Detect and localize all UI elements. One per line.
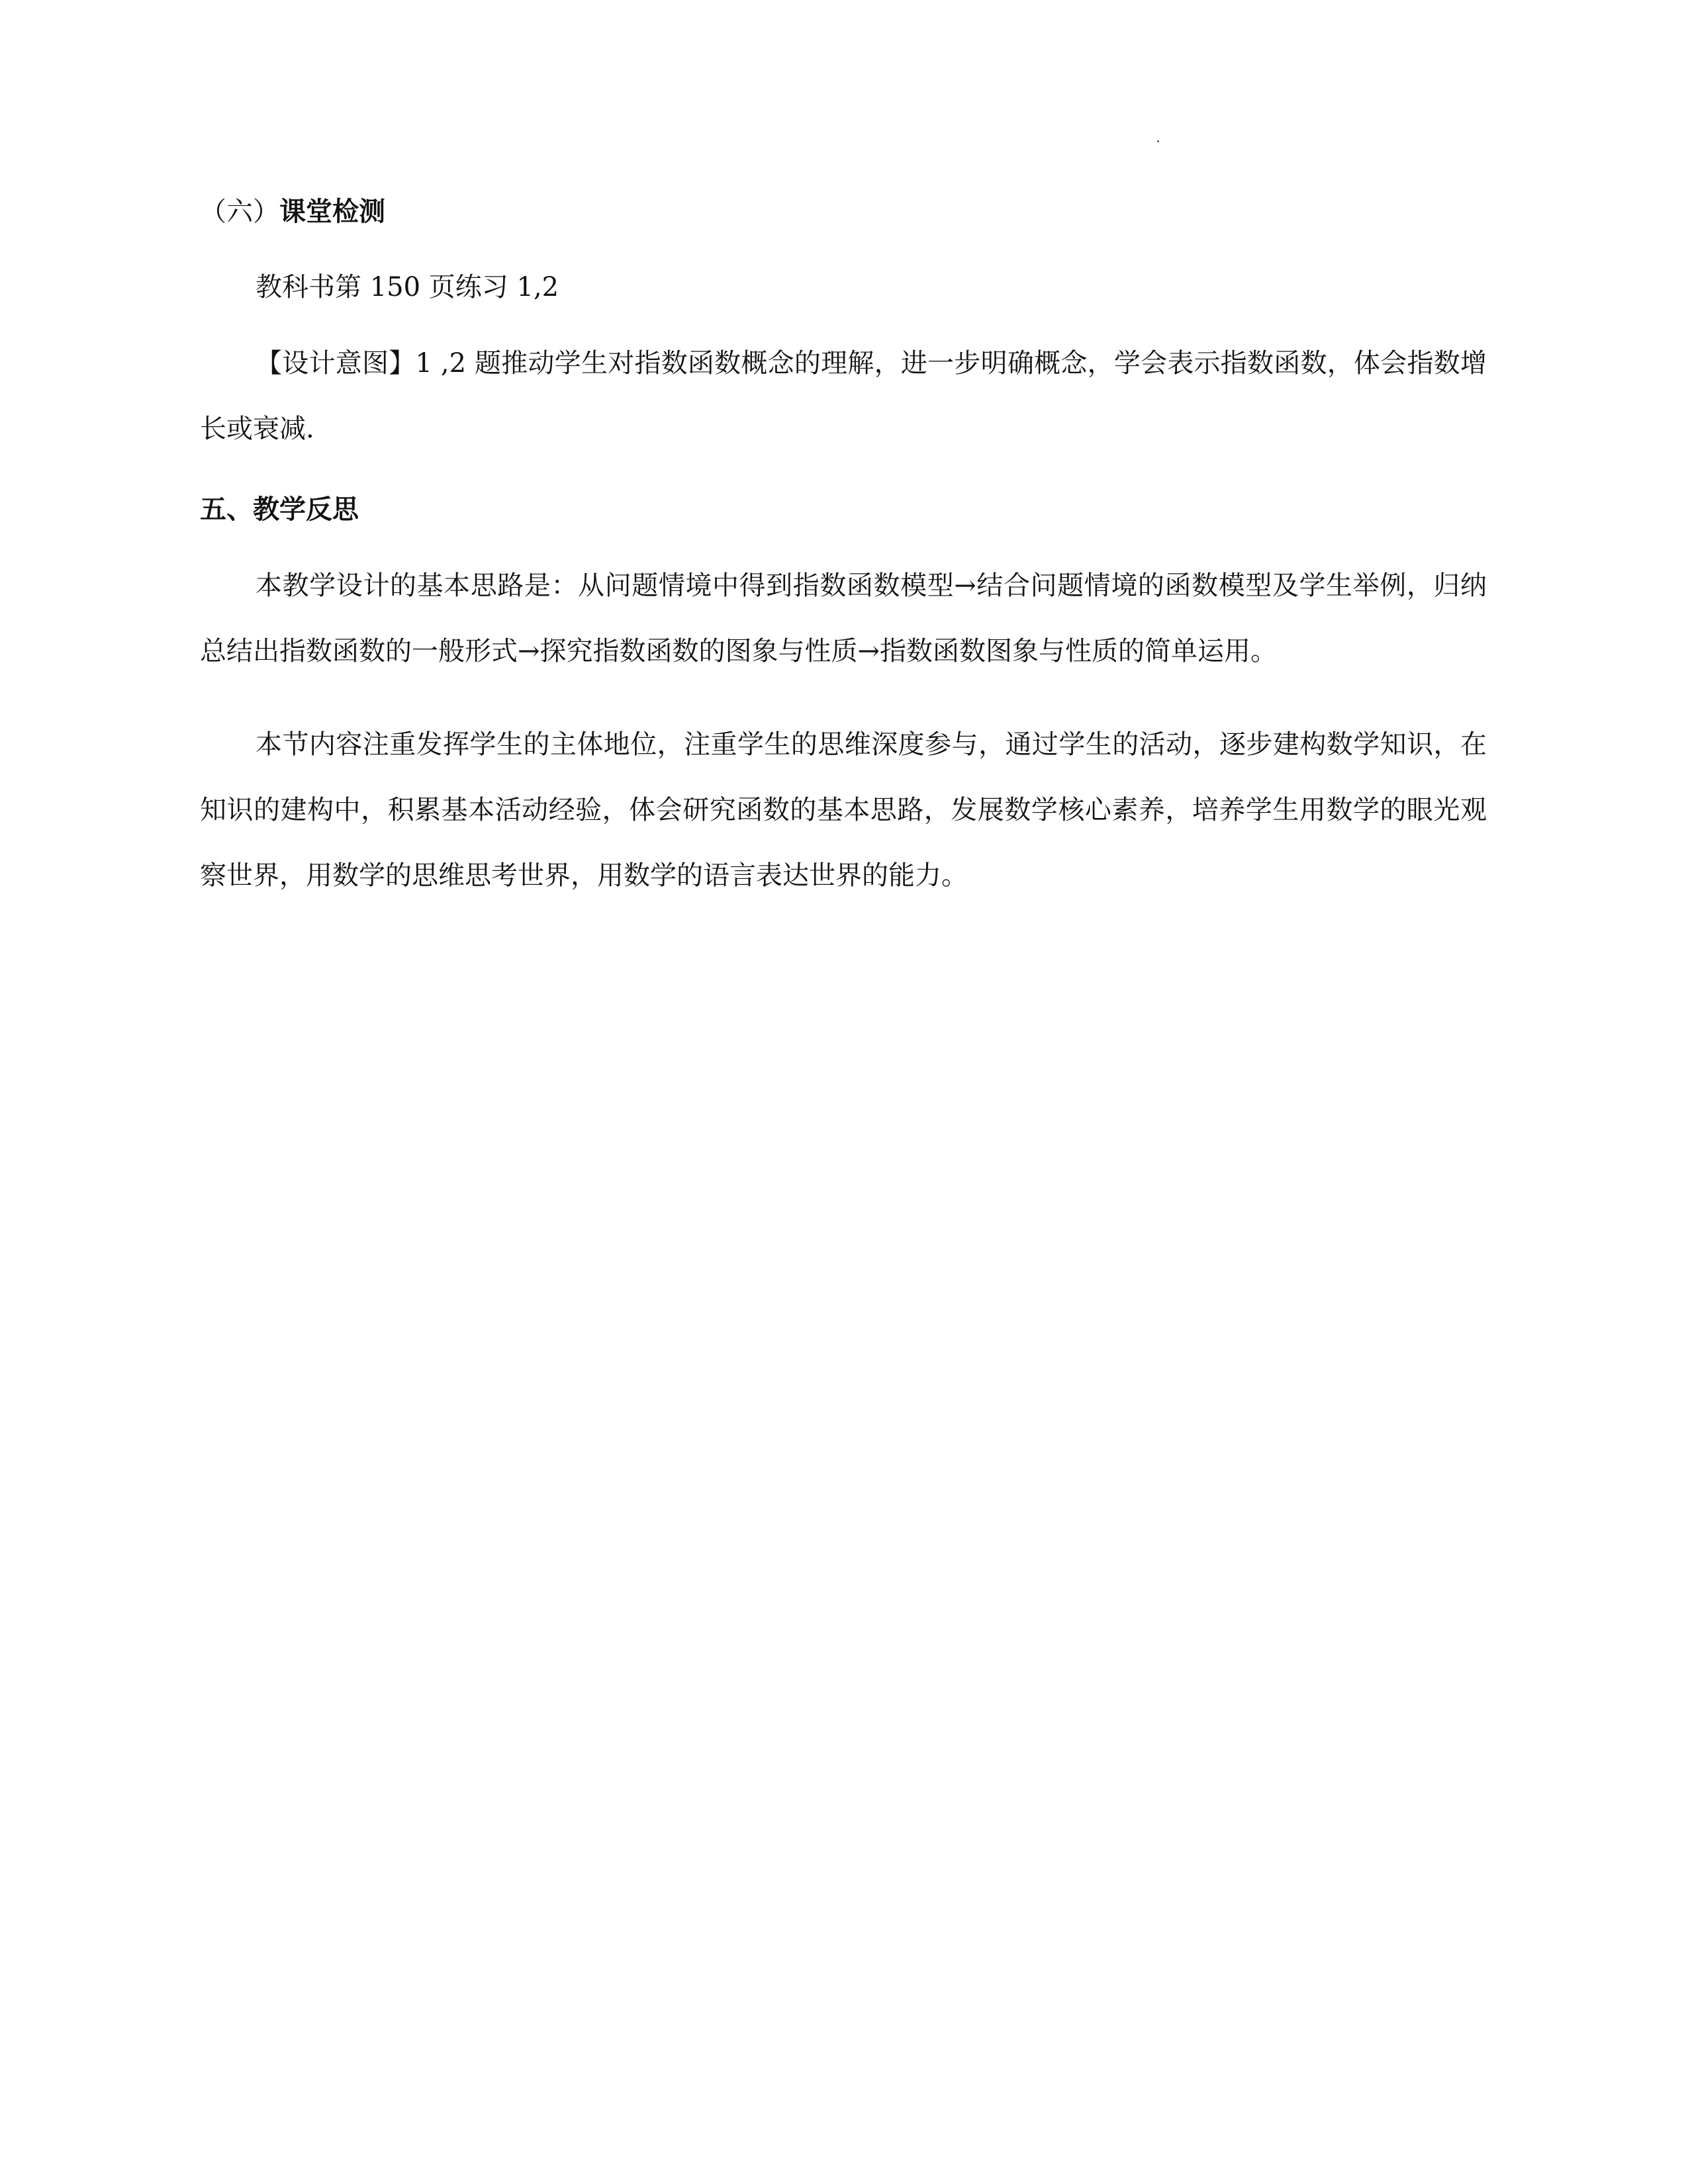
reflection-paragraph-2: 本节内容注重发挥学生的主体地位，注重学生的思维深度参与，通过学生的活动，逐步建构数学知识，在知识的建构中，积累基本活动经验，体会研究函数的基本思路，发展数学核心素养，培养学生用数学的眼光观察世界，用数学的思维思考世界，用数学的语言表达世界的能力。 (200, 729, 1487, 891)
exercise-line: 教科书第 150 页练习 1,2 (256, 272, 559, 302)
page-mark (1157, 140, 1159, 142)
page-content (200, 192, 1487, 909)
reflection-paragraph-1: 本教学设计的基本思路是：从问题情境中得到指数函数模型→结合问题情境的函数模型及学生举例，归纳总结出指数函数的一般形式→探究指数函数的图象与性质→指数函数图象与性质的简单运用。 (200, 570, 1487, 666)
section-six-heading (200, 192, 1487, 232)
section-six-title: 课堂检测 (279, 196, 385, 227)
design-intent-paragraph: 【设计意图】1 ,2 题推动学生对指数函数概念的理解，进一步明确概念，学会表示指数函数，体会指数增长或衰减. (200, 348, 1487, 444)
section-five-heading: 五、教学反思 (200, 494, 359, 525)
section-six-number: （六） (200, 197, 279, 227)
